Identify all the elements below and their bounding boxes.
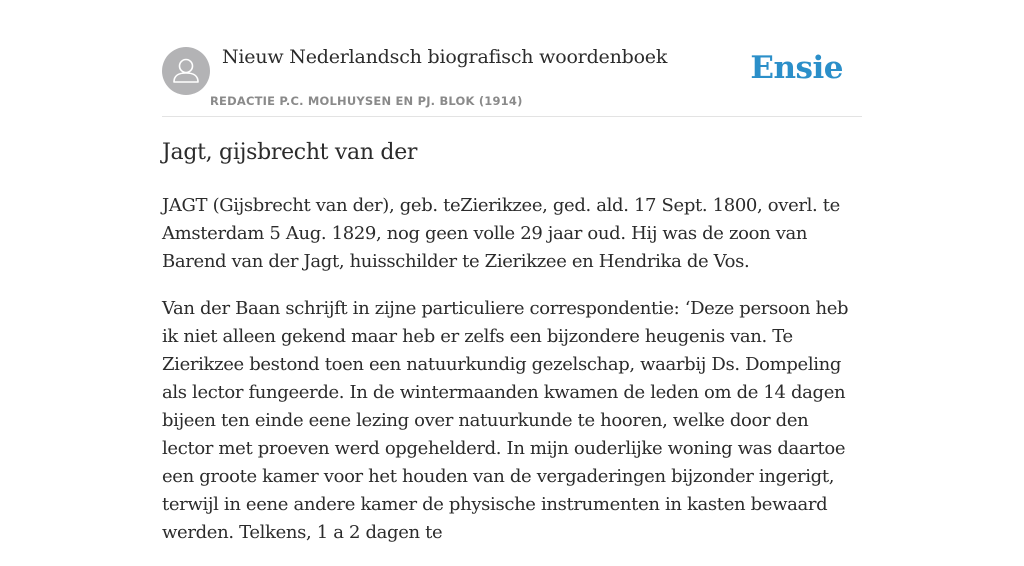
ensie-logo[interactable]: Ensie xyxy=(750,50,843,86)
article-paragraph-1: JAGT (Gijsbrecht van der), geb. teZierikzee, ged. ald. 17 Sept. 1800, overl. te Amsterdam 5 Aug. 1829, nog geen volle 29 jaar oud. Hij was de zoon van Barend van der Jagt, huisschilder te Zierikzee en Hendrika de Vos. xyxy=(162,195,840,272)
avatar[interactable] xyxy=(162,47,210,95)
entry-title: Jagt, gijsbrecht van der xyxy=(162,140,418,165)
book-editors: REDACTIE P.C. MOLHUYSEN EN PJ. BLOK (1914) xyxy=(210,94,523,108)
header xyxy=(162,40,862,117)
book-title[interactable]: Nieuw Nederlandsch biografisch woordenboek xyxy=(222,46,668,68)
user-icon xyxy=(162,47,210,95)
article-body xyxy=(162,192,862,566)
article-paragraph-2: Van der Baan schrijft in zijne particuliere correspondentie: ‘Deze persoon heb ik niet alleen gekend maar heb er zelfs een bijzondere heugenis van. Te Zierikzee bestond toen een natuurkundig gezelschap, waarbij Ds. Dompeling als lector fungeerde. In de wintermaanden kwamen de leden om de 14 dagen bijeen ten einde eene lezing over natuurkunde te hooren, welke door den lector met proeven werd opgehelderd. In mijn ouderlijke woning was daartoe een groote kamer voor het houden van de vergaderingen bijzonder ingerigt, terwijl in eene andere kamer de physische instrumenten in kasten bewaard werden. Telkens, 1 a 2 dagen te xyxy=(162,298,849,543)
